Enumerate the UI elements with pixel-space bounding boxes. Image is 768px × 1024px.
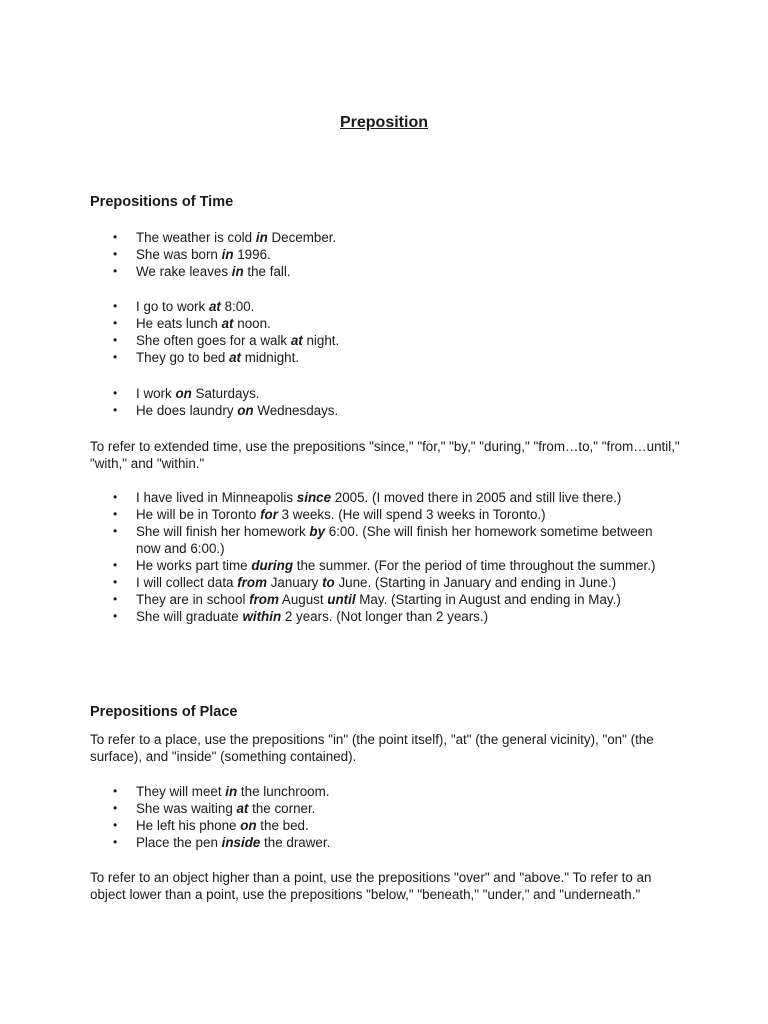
section-heading-time: Prepositions of Time: [90, 194, 234, 210]
time-list-extended: [90, 489, 680, 625]
list-item: • I will collect data from January to June. (Starting in January and ending in June.): [90, 574, 680, 591]
place-intro-paragraph: To refer to a place, use the prepositions "in" (the point itself), "at" (the general vicinity), "on" (the surface), and "inside" (something contained).: [90, 732, 654, 764]
list-item: • We rake leaves in the fall.: [90, 263, 680, 280]
time-list-at: [90, 298, 680, 366]
list-item: • Place the pen inside the drawer.: [90, 834, 680, 851]
list-item: • The weather is cold in December.: [90, 229, 680, 246]
list-item: • He left his phone on the bed.: [90, 817, 680, 834]
list-item: • She was born in 1996.: [90, 246, 680, 263]
list-item: • He will be in Toronto for 3 weeks. (He will spend 3 weeks in Toronto.): [90, 506, 680, 523]
extended-time-paragraph: To refer to extended time, use the prepositions "since," "for," "by," "during," "from…to," "from…until," "with," and "within.": [90, 439, 680, 471]
section-heading-place: Prepositions of Place: [90, 704, 238, 720]
list-item: • She was waiting at the corner.: [90, 800, 680, 817]
list-item: • She will finish her homework by 6:00. (She will finish her homework sometime between now and 6:00.): [90, 523, 680, 557]
list-item: • They will meet in the lunchroom.: [90, 783, 680, 800]
page-title: Preposition: [339, 114, 428, 131]
place-list: [90, 783, 680, 851]
place-closing-paragraph: To refer to an object higher than a point, use the prepositions "over" and "above." To refer to an object lower than a point, use the prepositions "below," "beneath," "under," and "underneath.": [90, 870, 652, 902]
list-item: • They are in school from August until May. (Starting in August and ending in May.): [90, 591, 680, 608]
list-item: • They go to bed at midnight.: [90, 349, 680, 366]
list-item: • She will graduate within 2 years. (Not longer than 2 years.): [90, 608, 680, 625]
list-item: • He works part time during the summer. (For the period of time throughout the summer.): [90, 557, 680, 574]
list-item: • I work on Saturdays.: [90, 385, 680, 402]
list-item: • He eats lunch at noon.: [90, 315, 680, 332]
list-item: • She often goes for a walk at night.: [90, 332, 680, 349]
list-item: • I go to work at 8:00.: [90, 298, 680, 315]
time-list-in: [90, 229, 680, 280]
time-list-on: [90, 385, 680, 419]
list-item: • He does laundry on Wednesdays.: [90, 402, 680, 419]
list-item: • I have lived in Minneapolis since 2005. (I moved there in 2005 and still live there.): [90, 489, 680, 506]
